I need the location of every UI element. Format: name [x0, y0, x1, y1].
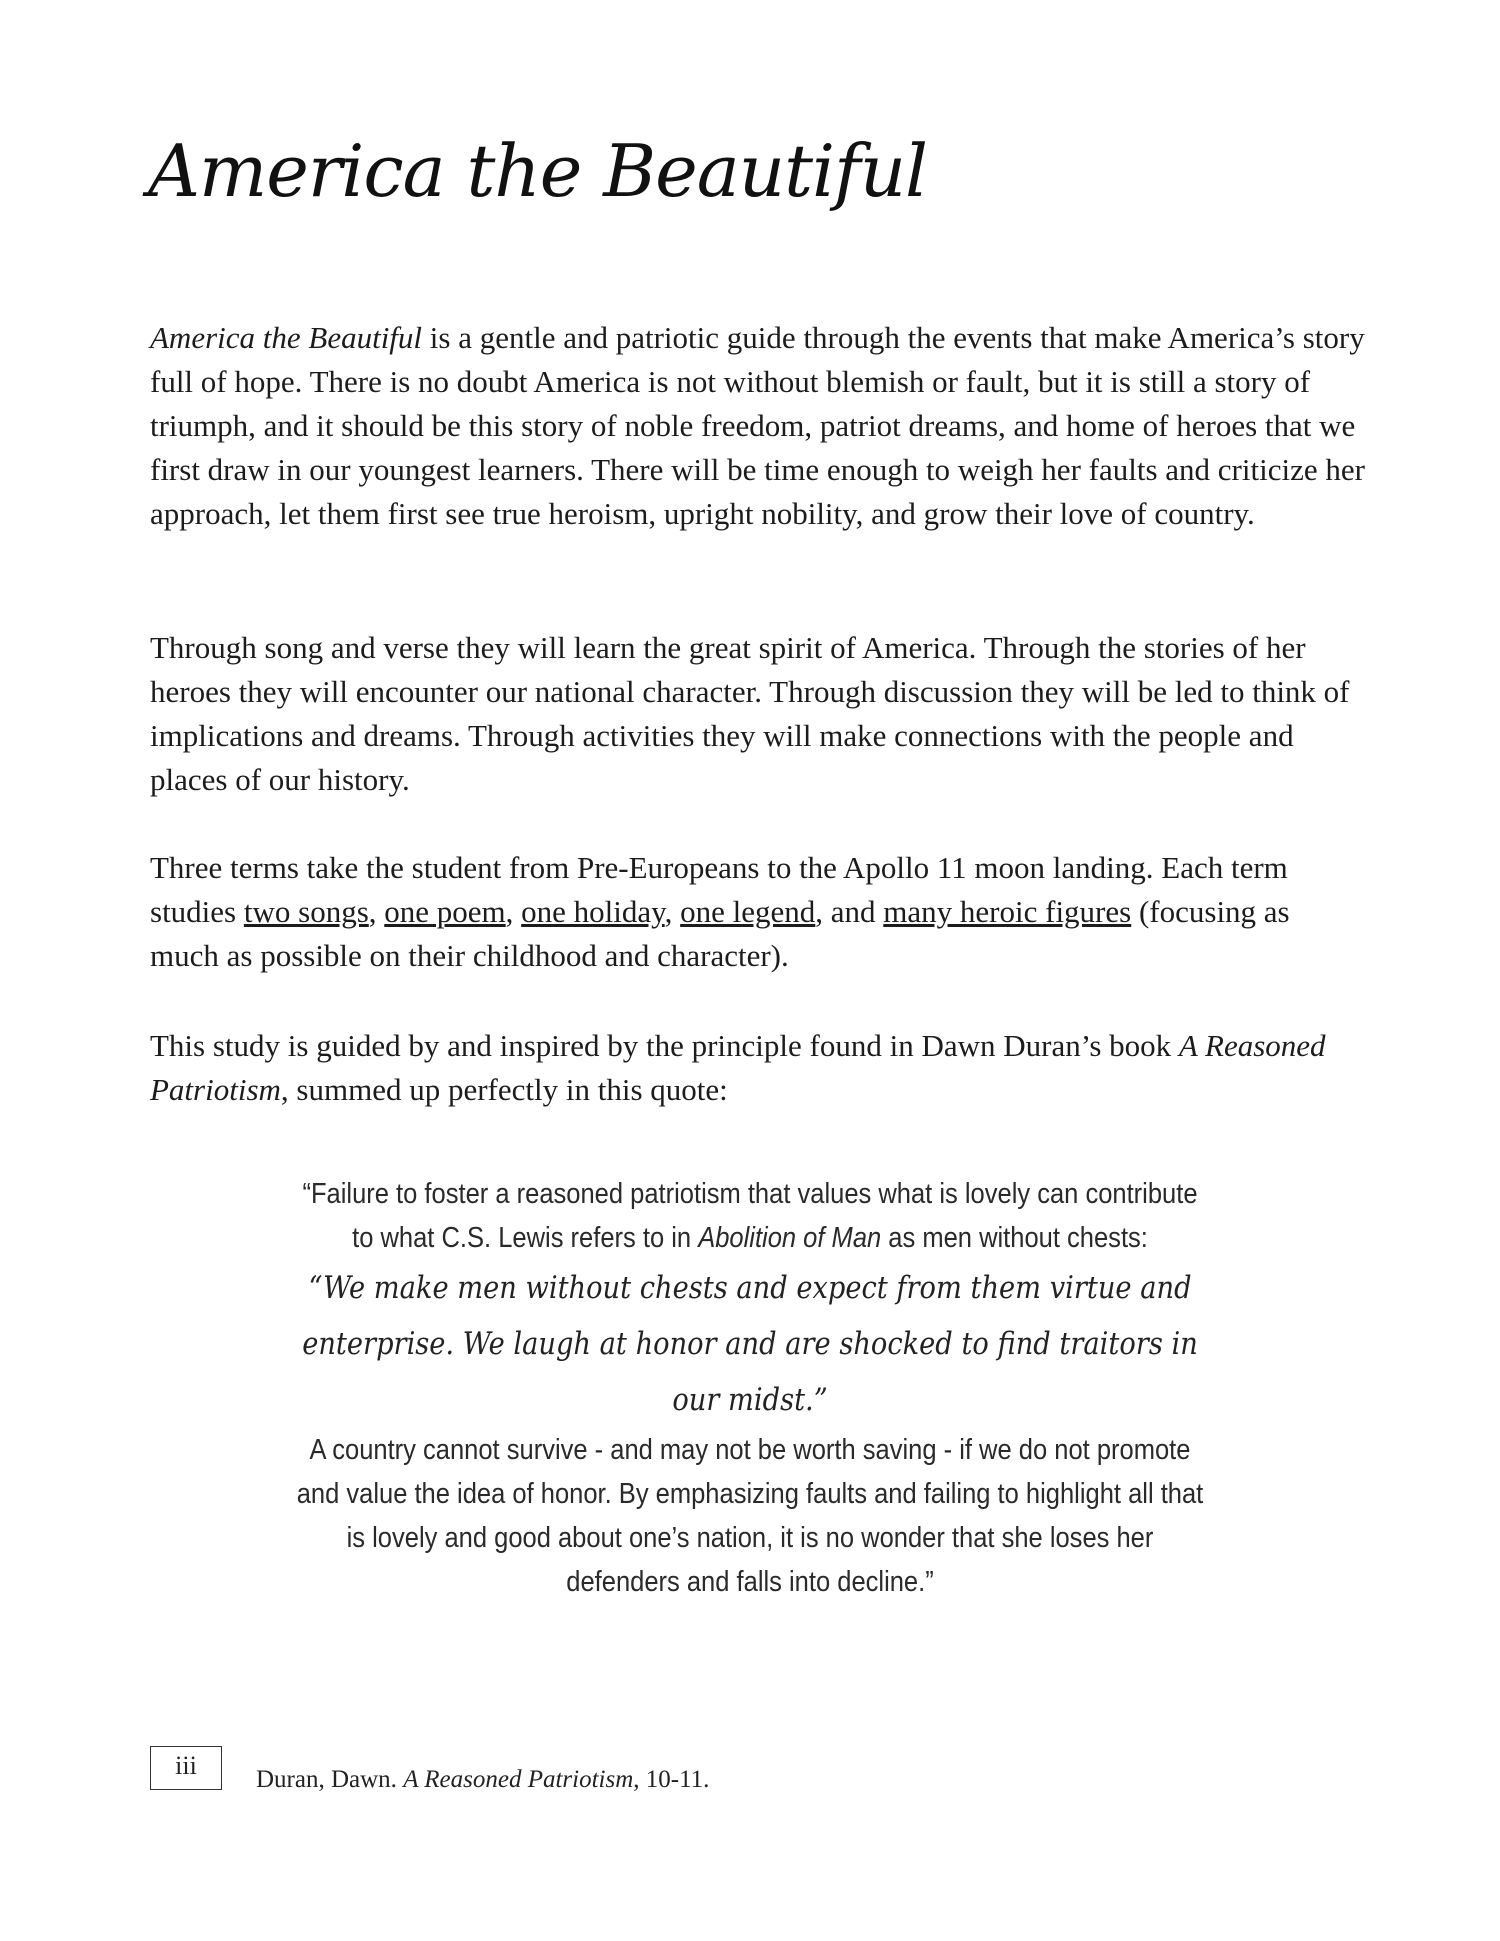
citation-title: A Reasoned Patriotism: [403, 1766, 634, 1793]
terms-paragraph: [150, 846, 1365, 978]
terms-tail: (focusing as much as possible on their childhood and character).: [150, 894, 1290, 973]
term-item-poem: one poem: [384, 894, 506, 929]
quote-intro-text: “Failure to foster a reasoned patriotism that values what is lovely can contribute to what C.S. Lewis refers to in: [302, 1178, 1198, 1254]
intro-book-title: America the Beautiful: [150, 320, 423, 355]
intro-text: is a gentle and patriotic guide through the events that make America’s story full of hope. There is no doubt America is not without blemish or fault, but it is still a story of triumph, and it should be this story of noble freedom, patriot dreams, and home of heroes that we first draw in our youngest learners. There will be time enough to weigh her faults and criticize her approach, let them first see true heroism, upright nobility, and grow their love of country.: [150, 320, 1365, 531]
footnote-citation: [256, 1764, 709, 1796]
separator: , and: [815, 894, 884, 929]
quote-intro-tail: as men without chests:: [881, 1222, 1148, 1254]
term-item-legend: one legend: [680, 894, 816, 929]
page-number: iii: [150, 1746, 222, 1790]
term-item-holiday: one holiday: [521, 894, 665, 929]
separator: ,: [368, 894, 385, 929]
quote-intro: [292, 1172, 1207, 1260]
method-paragraph: Through song and verse they will learn the great spirit of America. Through the stories of her heroes they will encounter our national character. Through discussion they will be led to think of implications and dreams. Through activities they will make connections with the people and places of our history.: [150, 630, 1350, 797]
term-item-songs: two songs: [243, 894, 369, 929]
separator: ,: [664, 894, 681, 929]
quote-closing: A country cannot survive - and may not be worth saving - if we do not promote and value the idea of honor. By emphasizing faults and failing to highlight all that is lovely and good about one’s nation, it is no wonder that she loses her defenders and falls into decline.”: [296, 1434, 1204, 1598]
quote-book-title: Abolition of Man: [698, 1222, 882, 1254]
inspiration-lead: This study is guided by and inspired by the principle found in Dawn Duran’s book: [150, 1028, 1179, 1063]
terms-lead: Three terms take the student from Pre-Europeans to the Apollo 11 moon landing. Each term studies: [150, 850, 1288, 929]
block-quote: [292, 1172, 1207, 1604]
citation-pages: , 10-11.: [633, 1766, 710, 1793]
page-title: America the Beautiful: [148, 129, 928, 213]
lewis-quote: “We make men without chests and expect from them virtue and enterprise. We laugh at honor and are shocked to find traitors in our midst.”: [302, 1270, 1198, 1418]
inspiration-tail: , summed up perfectly in this quote:: [280, 1072, 728, 1107]
intro-paragraph: [150, 316, 1365, 536]
term-item-heroic-figures: many heroic figures: [883, 894, 1132, 929]
separator: ,: [505, 894, 522, 929]
citation-author: Duran, Dawn.: [256, 1766, 404, 1793]
inspiration-book-title: A Reasoned Patriotism: [150, 1028, 1326, 1107]
inspiration-paragraph: [150, 1024, 1365, 1112]
